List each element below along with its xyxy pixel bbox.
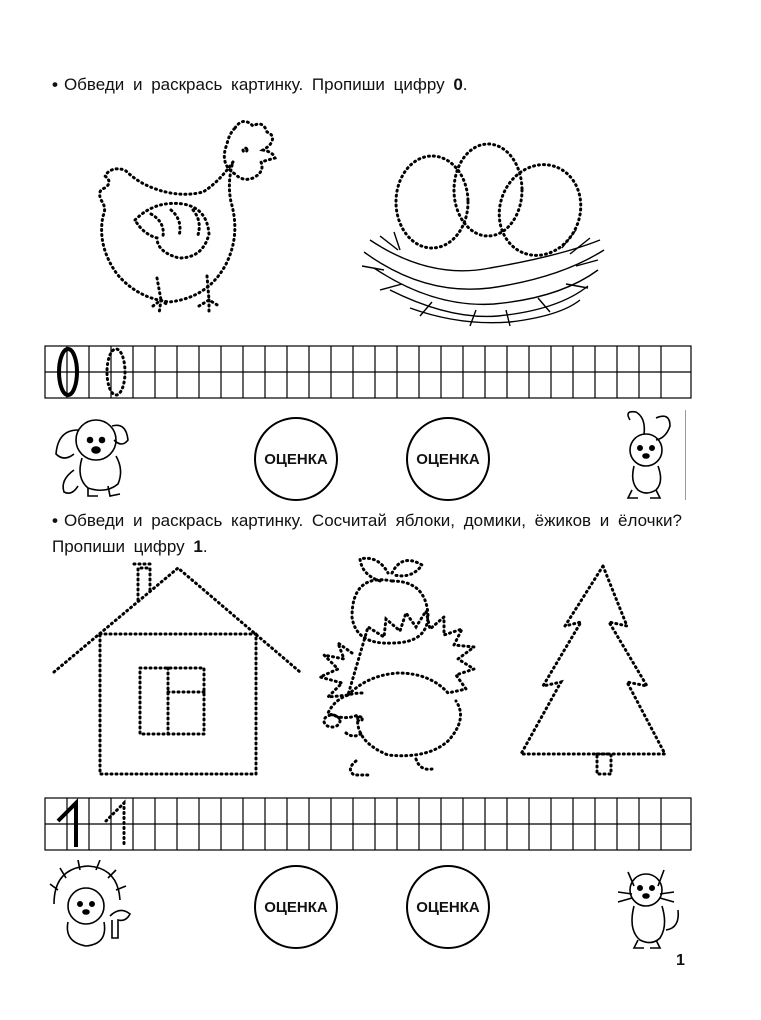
kitten-icon [610,860,685,952]
grade-circle-1[interactable]: ОЦЕНКА [254,417,338,501]
hedgehog-apple-icon [312,553,502,783]
puppy-icon [48,410,133,500]
bunny-icon [610,410,682,502]
task-1-instruction: • Обведи и раскрась картинку. Пропиши цифру 0. [52,75,468,94]
task-2-instruction: • Обведи и раскрась картинку. Сосчитай яблоки, домики, ёжиков и ёлочки? Пропиши цифру 1. [52,511,682,556]
digit-1-practice-grid [44,797,694,853]
divider-line [685,410,686,500]
hedgehog-mushroom-icon [44,860,134,952]
hen-icon [95,110,280,335]
grade-circle-4[interactable]: ОЦЕНКА [406,865,490,949]
nest-eggs-icon [350,140,610,335]
house-icon [50,560,305,780]
page-number: 1 [676,952,685,969]
digit-0-practice-grid [44,345,694,401]
grade-circle-2[interactable]: ОЦЕНКА [406,417,490,501]
grade-circle-3[interactable]: ОЦЕНКА [254,865,338,949]
fir-tree-icon [515,560,675,780]
